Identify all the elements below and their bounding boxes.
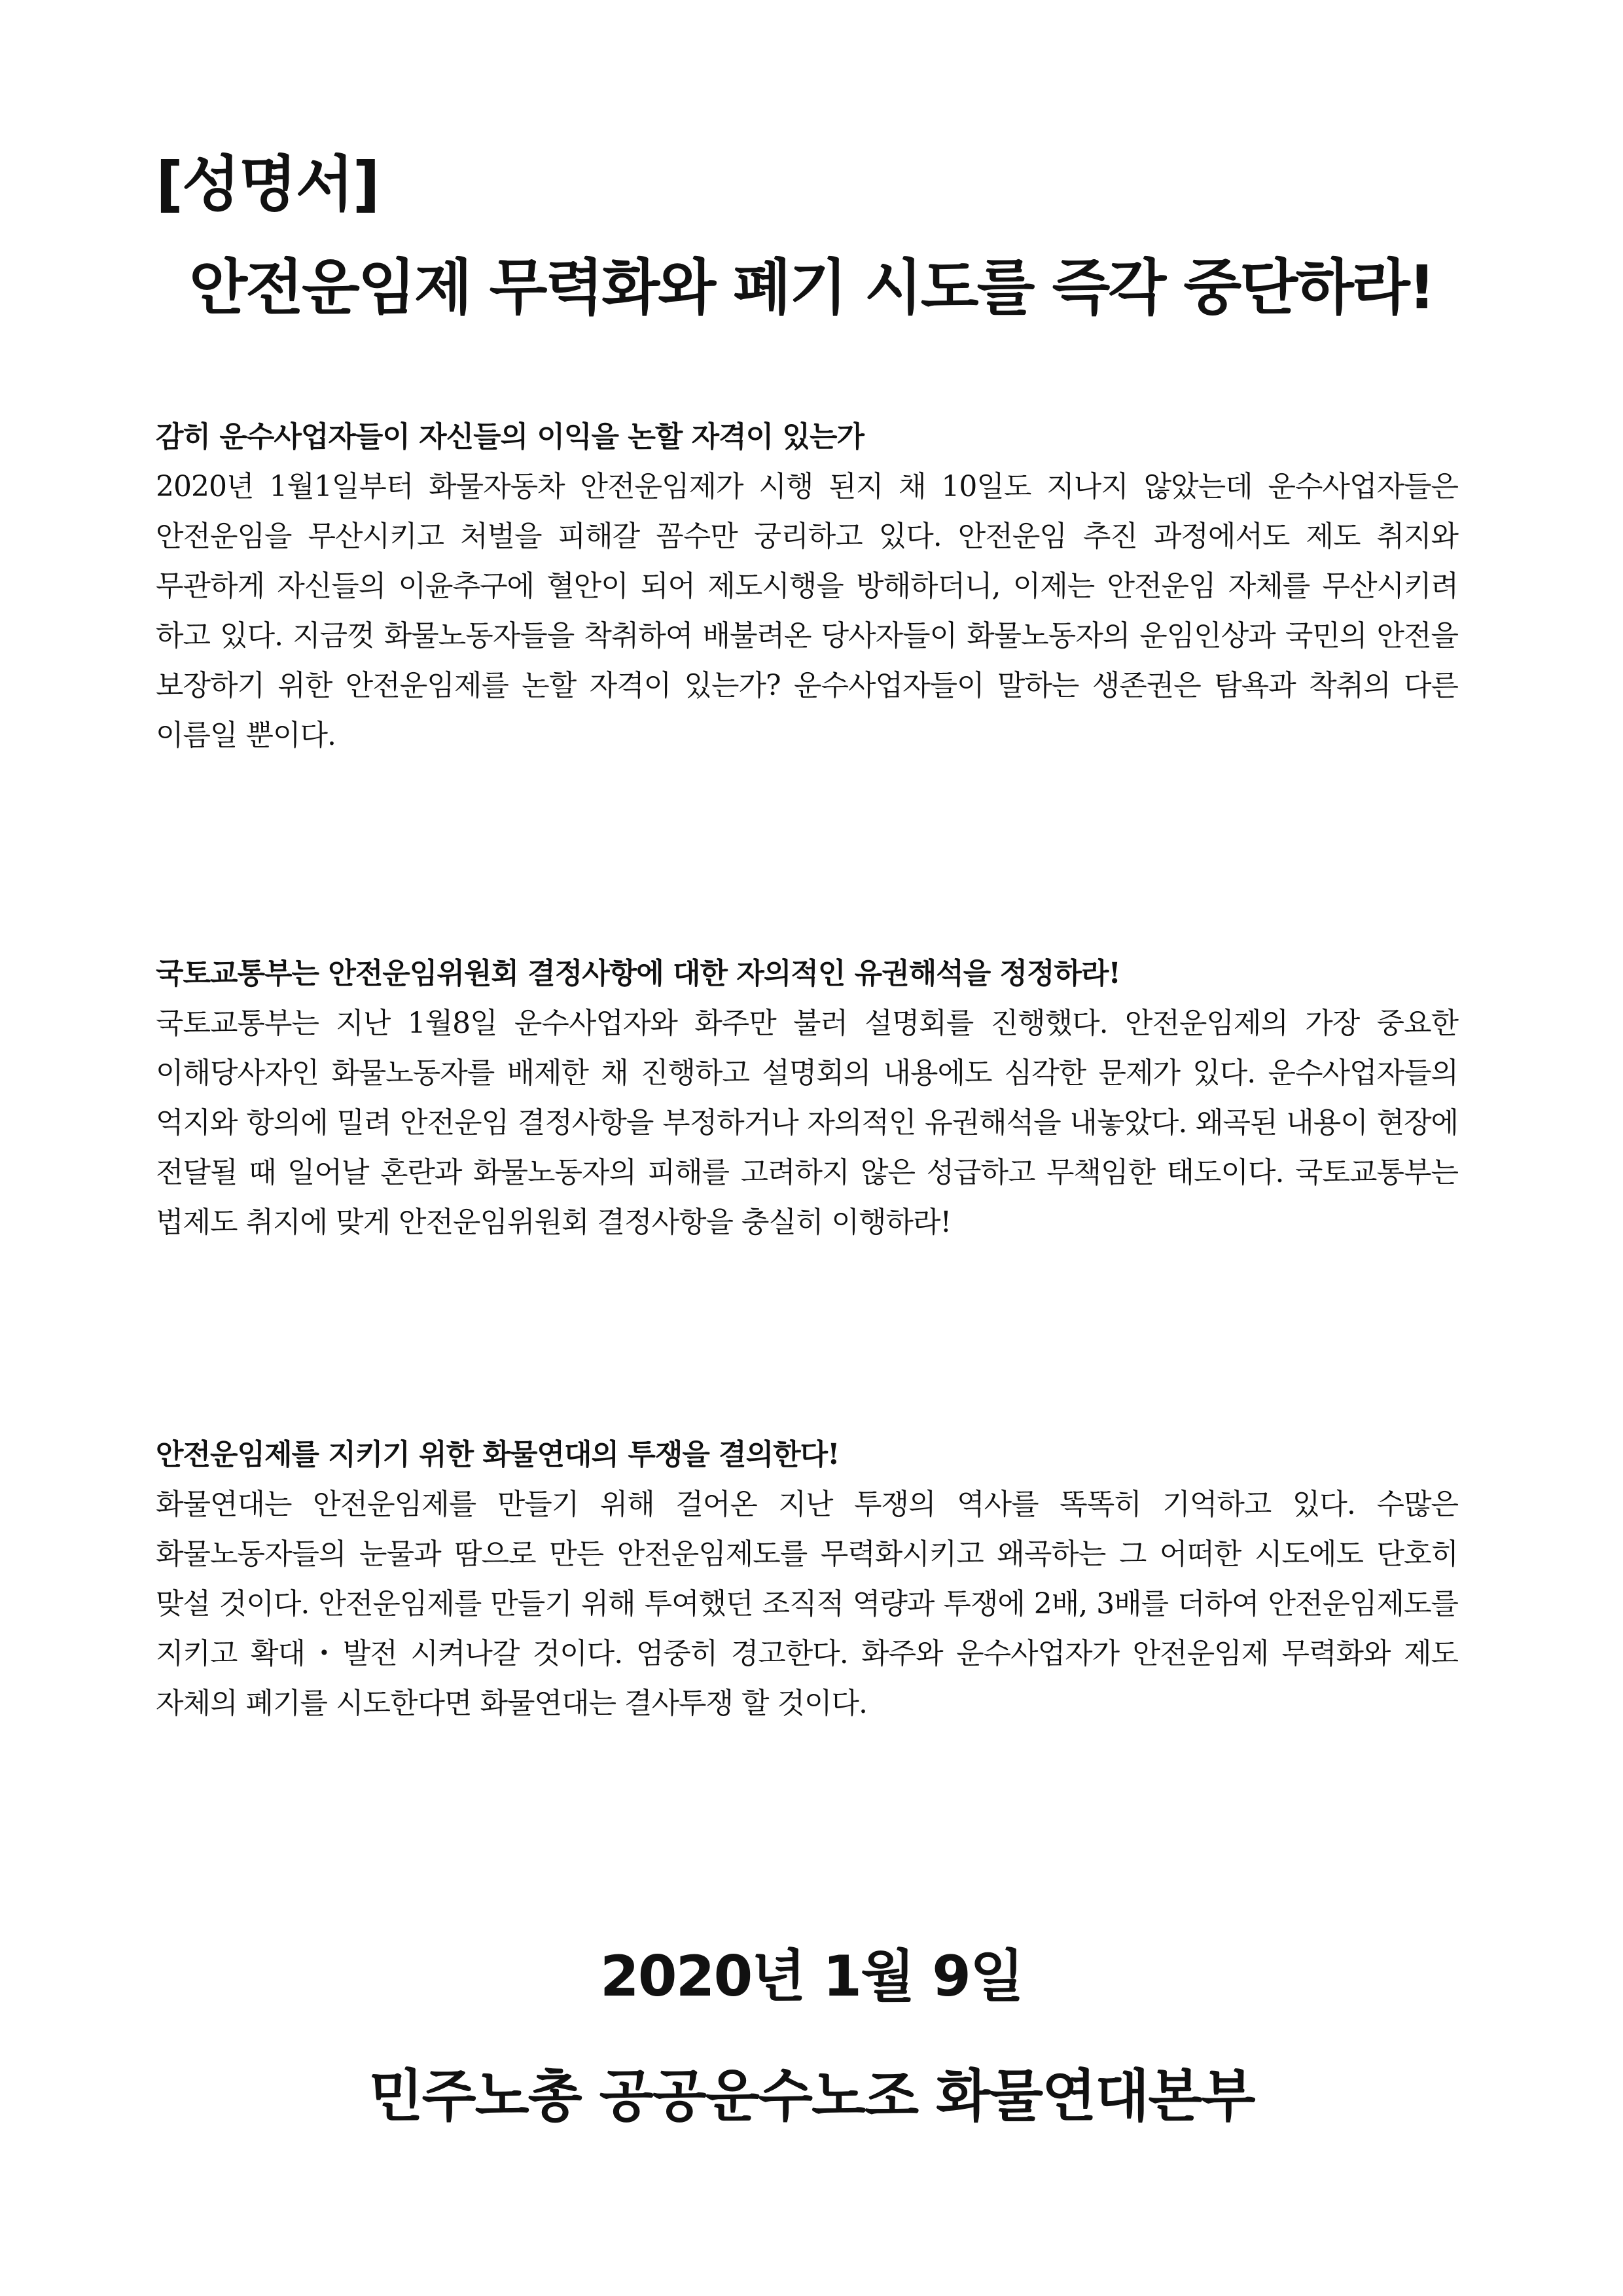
document-label: [성명서]: [156, 149, 379, 219]
section-heading: 국토교통부는 안전운임위원회 결정사항에 대한 자의적인 유권해석을 정정하라!: [156, 957, 1120, 990]
section-body: 2020년 1월1일부터 화물자동차 안전운임제가 시행 된지 채 10일도 지나지 않았는데 운수사업자들은 안전운임을 무산시키고 처벌을 피해갈 꼼수만 궁리하고 있다. 안전운임 추진 과정에서도 제도 취지와 무관하게 자신들의 이윤추구에 혈안이 되어 제도시행을 방해하더니, 이제는 안전운임 자체를 무산시키려 하고 있다. 지금껏 화물노동자들을 착취하여 배불려온 당사자들이 화물노동자의 운임인상과 국민의 안전을 보장하기 위한 안전운임제를 논할 자격이 있는가? 운수사업자들이 말하는 생존권은 탐욕과 착취의 다른 이름일 뿐이다.: [156, 470, 1458, 752]
document-title: 안전운임제 무력화와 폐기 시도를 즉각 중단하라!: [189, 253, 1434, 323]
section-resolution: [156, 1430, 1458, 1729]
closing-date: 2020년 1월 9일: [599, 1944, 1024, 2009]
section-body: 화물연대는 안전운임제를 만들기 위해 걸어온 지난 투쟁의 역사를 똑똑히 기억하고 있다. 수많은 화물노동자들의 눈물과 땀으로 만든 안전운임제도를 무력화시키고 왜곡하는 그 어떠한 시도에도 단호히 맞설 것이다. 안전운임제를 만들기 위해 투여했던 조직적 역량과 투쟁에 2배, 3배를 더하여 안전운임제도를 지키고 확대・발전 시켜나갈 것이다. 엄중히 경고한다. 화주와 운수사업자가 안전운임제 무력화와 제도 자체의 폐기를 시도한다면 화물연대는 결사투쟁 할 것이다.: [156, 1488, 1458, 1720]
issuing-organization: 민주노총 공공운수노조 화물연대본부: [368, 2064, 1255, 2129]
section-heading: 감히 운수사업자들이 자신들의 이익을 논할 자격이 있는가: [156, 420, 865, 454]
section-accountability: [156, 412, 1458, 761]
section-heading: 안전운임제를 지키기 위한 화물연대의 투쟁을 결의한다!: [156, 1438, 840, 1471]
section-body: 국토교통부는 지난 1월8일 운수사업자와 화주만 불러 설명회를 진행했다. 안전운임제의 가장 중요한 이해당사자인 화물노동자를 배제한 채 진행하고 설명회의 내용에도 심각한 문제가 있다. 운수사업자들의 억지와 항의에 밀려 안전운임 결정사항을 부정하거나 자의적인 유권해석을 내놓았다. 왜곡된 내용이 현장에 전달될 때 일어날 혼란과 화물노동자의 피해를 고려하지 않은 성급하고 무책임한 태도이다. 국토교통부는 법제도 취지에 맞게 안전운임위원회 결정사항을 충실히 이행하라!: [156, 1007, 1458, 1239]
section-ministry-correction: [156, 949, 1458, 1247]
